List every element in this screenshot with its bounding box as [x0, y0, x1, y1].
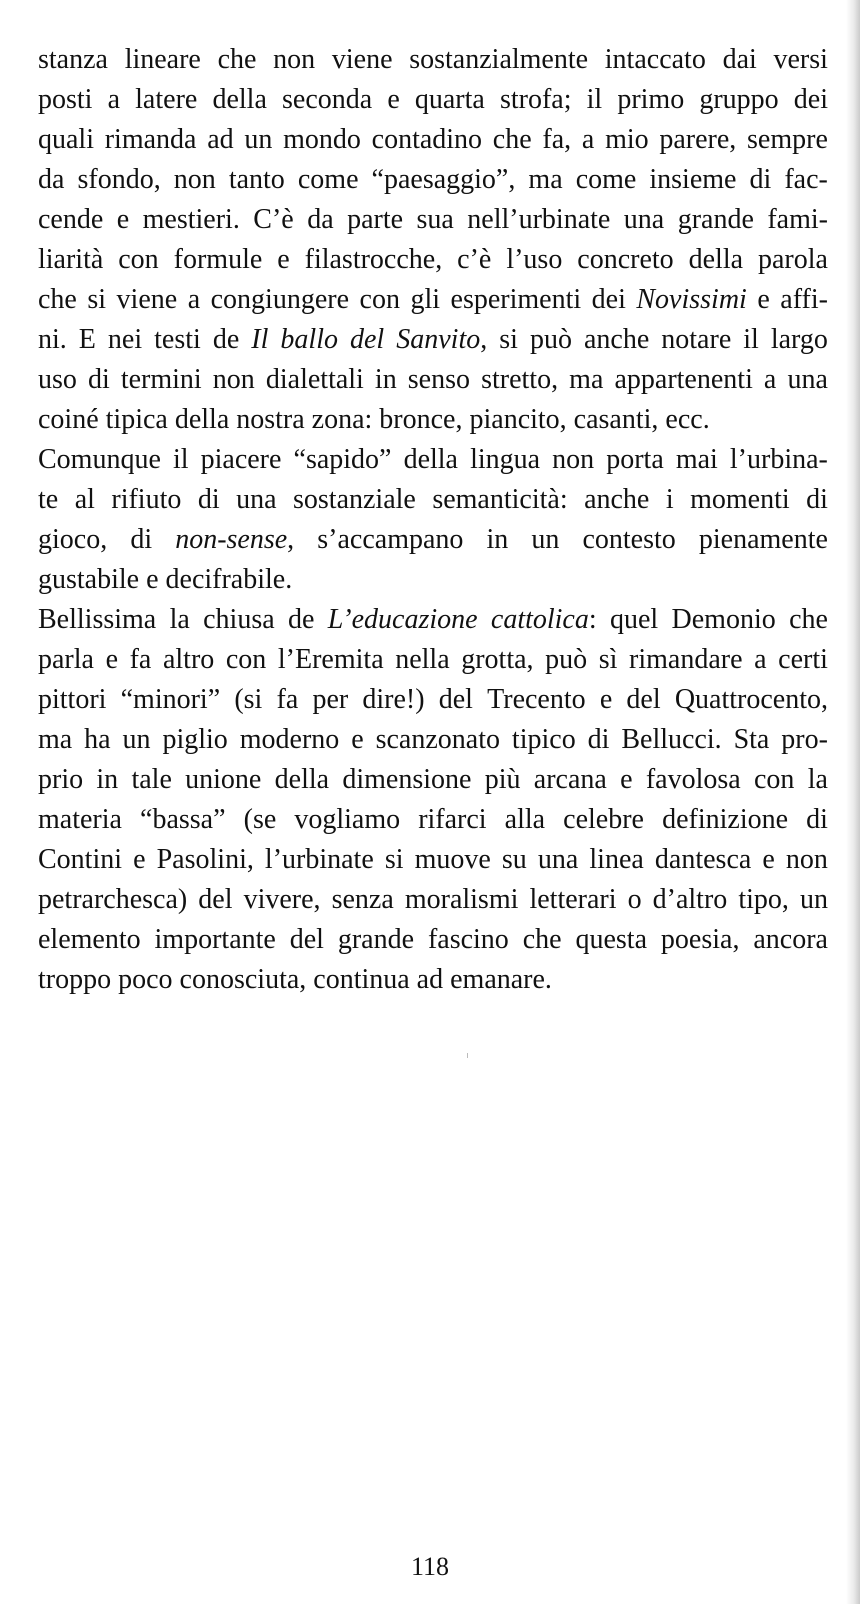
word: versi [773, 44, 828, 75]
word: del [198, 884, 233, 915]
word: linea [589, 844, 644, 875]
page-edge-shadow [846, 0, 860, 1604]
word: fac- [784, 164, 828, 195]
word: latere [135, 84, 198, 115]
text-line-10: coiné tipica della nostra zona: bronce, piancito, casanti, ecc. [38, 404, 710, 435]
word: s’accampano [317, 524, 464, 555]
word: in [96, 764, 119, 795]
word: con [118, 244, 159, 275]
word: che [789, 604, 828, 635]
word: e [105, 644, 118, 675]
word: testi [154, 324, 201, 355]
word: letterari [529, 884, 617, 915]
word: nella [395, 644, 450, 675]
text-line-14: gustabile e decifrabile. [38, 564, 293, 595]
word: contadino [371, 124, 483, 155]
word: Quattrocento, [674, 684, 828, 715]
word: ad [207, 124, 234, 155]
word: a [107, 84, 121, 115]
text-line-8 [38, 320, 828, 360]
text-line-20 [38, 800, 828, 840]
word: l’urbinate [264, 844, 374, 875]
word: sua [416, 204, 454, 235]
word: più [484, 764, 521, 795]
word: che [38, 284, 77, 315]
word: porta [606, 444, 664, 475]
text-line-18 [38, 720, 828, 760]
word: della [274, 764, 330, 795]
word: moralismi [404, 884, 519, 915]
word: il [586, 84, 603, 115]
word: parte [347, 204, 404, 235]
word: anche [584, 484, 650, 515]
word: sfondo, [77, 164, 161, 195]
word: insieme [649, 164, 737, 195]
word: materia [38, 804, 122, 835]
word: celebre [563, 804, 644, 835]
word: una [787, 364, 828, 395]
word: parola [757, 244, 828, 275]
word: gli [410, 284, 441, 315]
word: poesia, [660, 924, 740, 955]
word: fascino [427, 924, 509, 955]
word: Trecento [487, 684, 586, 715]
word: l’uso [506, 244, 563, 275]
word: primo [617, 84, 685, 115]
word: certi [778, 644, 828, 675]
word: momenti [690, 484, 790, 515]
word: anche [583, 324, 650, 355]
word: grande [677, 204, 754, 235]
word: de [212, 324, 240, 355]
word: a [763, 364, 777, 395]
word: alla [504, 804, 546, 835]
word: dimensione [342, 764, 472, 795]
word: viene [331, 44, 393, 75]
italic-phrase: ballo [280, 324, 338, 355]
word: del [626, 684, 661, 715]
text-line-1 [38, 40, 828, 80]
text-line-7 [38, 280, 828, 320]
word: grotta, [461, 644, 534, 675]
word: che [217, 44, 257, 75]
text-line-12 [38, 480, 828, 520]
text-line-9 [38, 360, 828, 400]
text-line-21 [38, 840, 828, 880]
italic-phrase: non-sense [175, 524, 288, 555]
word: su [501, 844, 527, 875]
word: da [307, 204, 334, 235]
text-line-17 [38, 680, 828, 720]
word: Comunque [38, 444, 161, 475]
word: cende [38, 204, 104, 235]
word: tipico [511, 724, 576, 755]
page-number: 118 [410, 1552, 450, 1581]
word: può [529, 324, 572, 355]
word: un [799, 884, 828, 915]
word: uso [38, 364, 77, 395]
word: nell’urbinate [467, 204, 611, 235]
word: a [754, 644, 767, 675]
word: semanticità: [432, 484, 568, 515]
word: fami- [767, 204, 828, 235]
word: un [122, 724, 151, 755]
word: non [173, 164, 216, 195]
word: formule [173, 244, 263, 275]
word: al [74, 484, 95, 515]
word: fa, [542, 124, 572, 155]
word: petrarchesca) [38, 884, 188, 915]
word: ma [569, 364, 604, 395]
text-line-23 [38, 920, 828, 960]
word: concreto [577, 244, 674, 275]
word: filastrocche, [304, 244, 443, 275]
italic-phrase: del [350, 324, 385, 355]
word: o [627, 884, 642, 915]
word: e [599, 684, 613, 715]
word: notare [661, 324, 732, 355]
word: si [384, 844, 404, 875]
word: senza [331, 884, 394, 915]
word: sostanziale [293, 484, 416, 515]
word: si [87, 284, 107, 315]
word: come [297, 164, 359, 195]
word: una [236, 484, 277, 515]
word: tanto [228, 164, 285, 195]
word: in [486, 524, 509, 555]
word: pienamente [698, 524, 828, 555]
word: esperimenti [450, 284, 582, 315]
word: può [545, 644, 588, 675]
word: fa [276, 684, 299, 715]
word: C’è [253, 204, 294, 235]
word: non-sense, [175, 524, 295, 555]
word: E [78, 324, 96, 355]
word: Sta [733, 724, 770, 755]
word: lingua [470, 444, 541, 475]
word: chiusa [203, 604, 275, 635]
word: sì [598, 644, 618, 675]
word: “sapido” [293, 444, 392, 475]
word: appartenenti [614, 364, 753, 395]
word: strofa; [499, 84, 572, 115]
word: che [522, 924, 562, 955]
word: definizione [662, 804, 789, 835]
word: quel [609, 604, 659, 635]
word: non [552, 444, 595, 475]
word: il [172, 444, 189, 475]
word: parla [38, 644, 94, 675]
italic-phrase: Il [251, 324, 269, 355]
word: vogliamo [294, 804, 401, 835]
word: di [806, 484, 828, 515]
word: liarità [38, 244, 104, 275]
word: piglio [162, 724, 228, 755]
text-line-19 [38, 760, 828, 800]
word: un [244, 124, 273, 155]
word: a [187, 284, 201, 315]
word: rimandare [629, 644, 743, 675]
word: del [438, 684, 473, 715]
word: mondo [283, 124, 361, 155]
word: del [289, 924, 324, 955]
word: e [351, 724, 364, 755]
word: dialettali [265, 364, 364, 395]
word: termini [120, 364, 202, 395]
word: di [130, 524, 153, 555]
word: fa [129, 644, 152, 675]
word: tale [131, 764, 172, 795]
word: cattolica: [490, 604, 597, 635]
word: mai [675, 444, 718, 475]
word: Contini [38, 844, 123, 875]
body-text [38, 40, 828, 1000]
word: e [116, 204, 130, 235]
word: pittori [38, 684, 107, 715]
word: della [212, 84, 267, 115]
text-line-5 [38, 200, 828, 240]
word: “minori” [120, 684, 221, 715]
word: scanzonato [375, 724, 500, 755]
word: con [225, 644, 267, 675]
word: grande [337, 924, 415, 955]
word: di [806, 804, 828, 835]
word: intaccato [604, 44, 706, 75]
word: che [492, 124, 532, 155]
word: una [623, 204, 665, 235]
word: nei [107, 324, 143, 355]
word: come [575, 164, 637, 195]
word: ma [38, 724, 73, 755]
word: dire!) [362, 684, 425, 715]
word: moderno [239, 724, 340, 755]
text-line-15 [38, 600, 828, 640]
word: unione [185, 764, 262, 795]
word: pro- [781, 724, 828, 755]
word: viene [116, 284, 178, 315]
word: questa [575, 924, 648, 955]
word: quarta [414, 84, 485, 115]
word: e [762, 844, 775, 875]
word: arcana [533, 764, 607, 795]
word: un [531, 524, 560, 555]
italic-phrase: Novissimi [636, 284, 747, 315]
word: di [87, 364, 110, 395]
word: congiungere [210, 284, 350, 315]
word: e [620, 764, 633, 795]
text-line-22 [38, 880, 828, 920]
word: altro [162, 644, 215, 675]
word: c’è [457, 244, 492, 275]
word: e [133, 844, 146, 875]
word: favolosa [645, 764, 741, 795]
word: lineare [124, 44, 201, 75]
word: i [665, 484, 674, 515]
text-line-13 [38, 520, 828, 560]
word: della [403, 444, 458, 475]
word: e [387, 84, 400, 115]
word: sostanzialmente [409, 44, 589, 75]
word: non [212, 364, 255, 395]
word: “bassa” [140, 804, 226, 835]
word: di [587, 724, 610, 755]
word: gioco, [38, 524, 108, 555]
word: il [743, 324, 759, 355]
word: di [197, 484, 220, 515]
word: e [277, 244, 290, 275]
word: non [273, 44, 316, 75]
word: piacere [200, 444, 282, 475]
word: una [537, 844, 579, 875]
word: ancora [753, 924, 828, 955]
scan-speck [467, 1053, 468, 1058]
word: rifarci [418, 804, 487, 835]
word: largo [770, 324, 828, 355]
word: stretto, [481, 364, 559, 395]
word: la [169, 604, 190, 635]
word: gruppo [699, 84, 779, 115]
word: a [581, 124, 595, 155]
text-line-3 [38, 120, 828, 160]
word: (se [243, 804, 277, 835]
word: dantesca [654, 844, 752, 875]
word: l’urbina- [729, 444, 828, 475]
word: vivere, [243, 884, 321, 915]
word: affi- [780, 284, 828, 315]
word: prio [38, 764, 84, 795]
word: si [499, 324, 518, 355]
word: ma [528, 164, 563, 195]
word: non [785, 844, 828, 875]
text-line-4 [38, 160, 828, 200]
word: la [807, 764, 828, 795]
text-line-24: troppo poco conosciuta, continua ad emanare. [38, 964, 552, 995]
italic-phrase: Sanvito [396, 324, 481, 355]
word: Sanvito, [396, 324, 488, 355]
word: contesto [582, 524, 676, 555]
word [251, 320, 268, 360]
word: sempre [747, 124, 828, 155]
word: mio [605, 124, 649, 155]
word: rimanda [104, 124, 197, 155]
word: Bellucci. [621, 724, 722, 755]
text-line-16 [38, 640, 828, 680]
word: posti [38, 84, 93, 115]
word: elemento [38, 924, 141, 955]
word: con [753, 764, 795, 795]
word: dei [591, 284, 626, 315]
text-line-2 [38, 80, 828, 120]
word: della [688, 244, 744, 275]
word: di [749, 164, 772, 195]
word: muove [414, 844, 491, 875]
word: de [287, 604, 315, 635]
word: importante [154, 924, 276, 955]
word: e [757, 284, 770, 315]
word: seconda [282, 84, 373, 115]
text-line-11 [38, 440, 828, 480]
word: da [38, 164, 65, 195]
word: tipo, [738, 884, 789, 915]
word [328, 600, 478, 640]
word: Bellissima [38, 604, 157, 635]
word [636, 280, 746, 320]
word: d’altro [652, 884, 728, 915]
word: senso [407, 364, 471, 395]
word: ni. [38, 324, 67, 355]
word: parere, [659, 124, 737, 155]
italic-phrase: cattolica [490, 604, 589, 635]
word: (si [234, 684, 263, 715]
word [280, 320, 338, 360]
word: per [312, 684, 349, 715]
word: l’Eremita [277, 644, 384, 675]
word: te [38, 484, 59, 515]
word: rifiuto [111, 484, 182, 515]
word: “paesaggio”, [371, 164, 516, 195]
word: dai [722, 44, 757, 75]
word: in [374, 364, 397, 395]
word: mestieri. [142, 204, 240, 235]
word: Demonio [671, 604, 776, 635]
word: stanza [38, 44, 108, 75]
word [350, 320, 384, 360]
word: Pasolini, [156, 844, 254, 875]
text-line-6 [38, 240, 828, 280]
word: con [359, 284, 400, 315]
word: quali [38, 124, 94, 155]
word: ha [84, 724, 111, 755]
italic-phrase: L’educazione [327, 604, 478, 635]
word: dei [793, 84, 828, 115]
